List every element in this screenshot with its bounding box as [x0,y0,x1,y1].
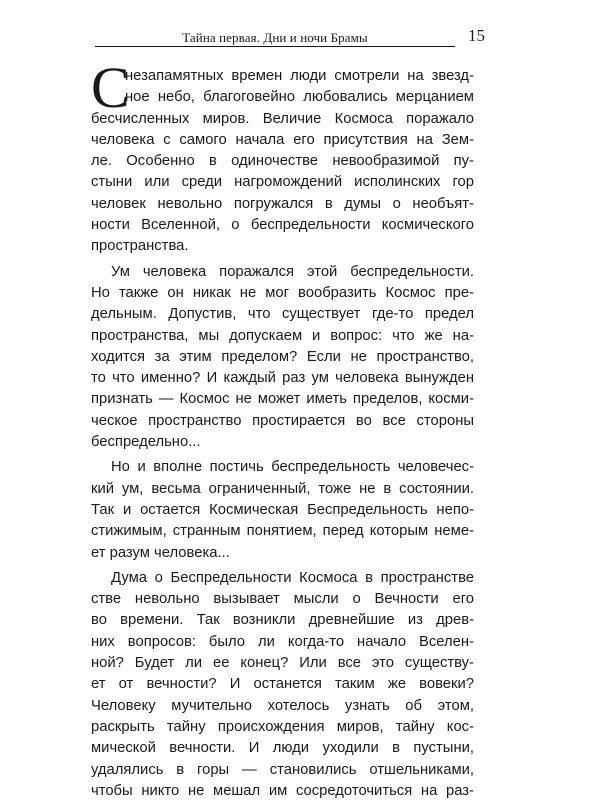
running-header-title: Тайна первая. Дни и ночи Брамы [182,30,368,45]
header-rule [95,46,455,47]
text-line: пространства, мы допускаем и вопрос: что же на- [91,327,474,344]
text-line: пространства. [91,238,189,255]
text-line: во времени. Так возникли древнейшие из древ- [91,612,474,629]
paragraph [91,262,474,454]
text-line: ле. Особенно в одиночестве невообразимой пу- [91,153,474,170]
text-line: раскрыть тайну происхождения миров, тайну кос- [91,718,474,735]
text-line: бесчисленных миров. Величие Космоса поражало [91,110,474,127]
text-line: чтобы никто не мешал им сосредоточиться на раз- [91,782,474,799]
text-line: ет разум человека... [91,544,230,561]
page-number: 15 [468,26,485,45]
text-line: кий ум, весьма ограниченный, тоже не в состоянии. [91,480,474,497]
running-header [95,26,485,50]
text-line: стижимым, странным понятием, перед которым неме- [91,523,474,540]
text-line: человека с самого начала его присутствия на Зем- [91,131,474,148]
text-line: Так и остается Космическая Беспредельность непо- [91,501,474,518]
text-line: Но и вполне постичь беспредельность человечес- [111,459,474,476]
text-line: Человеку мучительно хотелось узнать об этом, [91,697,474,714]
text-line: стве невольно вызывает мысли о Вечности его [91,591,474,608]
text-line: незапамятных времен люди смотрели на звезд- [125,68,474,84]
text-line: ет от вечности? И останется таким же вовеки? [91,676,474,693]
text-line: ности Вселенной, о беспредельности космического [91,217,474,234]
text-line: них вопросов: было ли когда-то начало Вселен- [91,633,474,650]
text-line: мической вечности. И люди уходили в пустыни, [91,740,474,757]
text-line: беспредельно... [91,434,201,451]
text-line: стыни или среди нагромождений исполинских гор [91,174,474,191]
text-line: Но также он никак не мог вообразить Космос пре- [91,284,474,301]
body-text [91,66,474,802]
text-line: то что именно? И каждый раз ум человека вынужден [91,370,474,387]
text-line: ходится за этим пределом? Если не пространство, [91,348,474,365]
paragraph [91,457,474,563]
text-line: ческое пространство простирается во все стороны [91,412,474,429]
text-line: ной? Будет ли ее конец? Или все это существу- [91,655,474,672]
text-line: человек невольно погружался в думы о необъят- [91,195,474,212]
paragraph [91,568,474,802]
text-line: ное небо, благоговейно любовались мерцанием [125,89,474,106]
text-line: дельным. Допустив, что существует где-то предел [91,306,474,323]
text-line: Ум человека поражался этой беспредельности. [111,263,474,280]
text-line: признать — Космос не может иметь пределов, косми- [91,391,474,408]
paragraph [91,66,474,258]
text-line: Дума о Беспредельности Космоса в пространстве [111,569,474,586]
text-line: удалялись в горы — становились отшельниками, [91,761,474,778]
drop-cap: С [91,55,130,120]
